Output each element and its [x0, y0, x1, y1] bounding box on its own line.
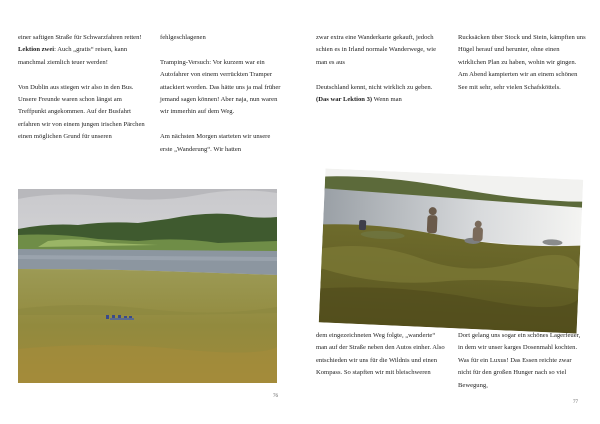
left-page-column-2 [160, 32, 284, 156]
left-page-column-1 [18, 32, 146, 144]
right-page-column-3 [316, 330, 446, 380]
paragraph: Dort gelang uns sogar ein schönes Lagerfeuer, in dem wir unser karges Dosenmahl kochten. Was für ein Luxus! Das Essen reichte zwar nicht für den großen Hunger nach so viel Bewegung, [458, 332, 581, 389]
paragraph: Rucksäcken über Stock und Stein, kämpften uns Hügel herauf und herunter, ohne einen wirklichen Plan zu haben, wohin wir gingen. Am Abend kampierten wir an einem schönen See mit sehr, sehr vielen Schafsköttels. [458, 34, 586, 91]
paragraph: dem eingezeichneten Weg folgte, „wanderte“ man auf der Straße neben den Autos einher. Also entschieden wir uns für die Wildnis und einen Kompass. So stapften wir mit bleischweren [316, 332, 445, 377]
lake-landscape-image [18, 189, 277, 383]
paragraph: Deutschland kennt, nicht wirklich zu geben. (Das war Lektion 3) Wenn man [316, 83, 433, 104]
lesson-two-label: Lektion zwei [18, 46, 55, 54]
lesson-three-label: (Das war Lektion 3) [316, 96, 373, 104]
right-page-column-1 [316, 32, 446, 106]
paragraph: zwar extra eine Wanderkarte gekauft, jedoch schien es in Irland normale Wanderwege, wie man es aus [316, 34, 437, 66]
paragraph: fehlgeschlagenen [160, 34, 206, 41]
paragraph: Von Dublin aus stiegen wir also in den Bus. Unsere Freunde waren schon längst am Treffpunkt angekommen. Auf der Busfahrt erfahren wir von einem jungen irischen Pärchen einen möglichen Grund für unseren [18, 83, 145, 141]
paragraph: Am nächsten Morgen starteten wir unsere erste „Wanderung“. Wir hatten [160, 133, 271, 153]
paragraph: Tramping-Versuch: Vor kurzem war ein Autofahrer von einem verrückten Tramper attackiert worden. Das hätte uns ja mal früher jemand sagen können! Aber naja, nun waren wir immerhin auf dem Weg. [160, 58, 281, 116]
campsite-lake-image [319, 168, 583, 333]
right-page-column-4 [458, 330, 586, 392]
right-page-column-2 [458, 32, 586, 94]
campsite-lake-photo [319, 168, 583, 333]
paragraph: einer saftigen Straße für Schwarzfahren retten! Lektion zwei: Auch „gratis“ reisen, kann manchmal ziemlich teuer werden! [18, 34, 142, 66]
page-number-right: 77 [573, 400, 578, 405]
page-number-left: 76 [273, 394, 278, 399]
lake-landscape-photo [18, 189, 277, 383]
